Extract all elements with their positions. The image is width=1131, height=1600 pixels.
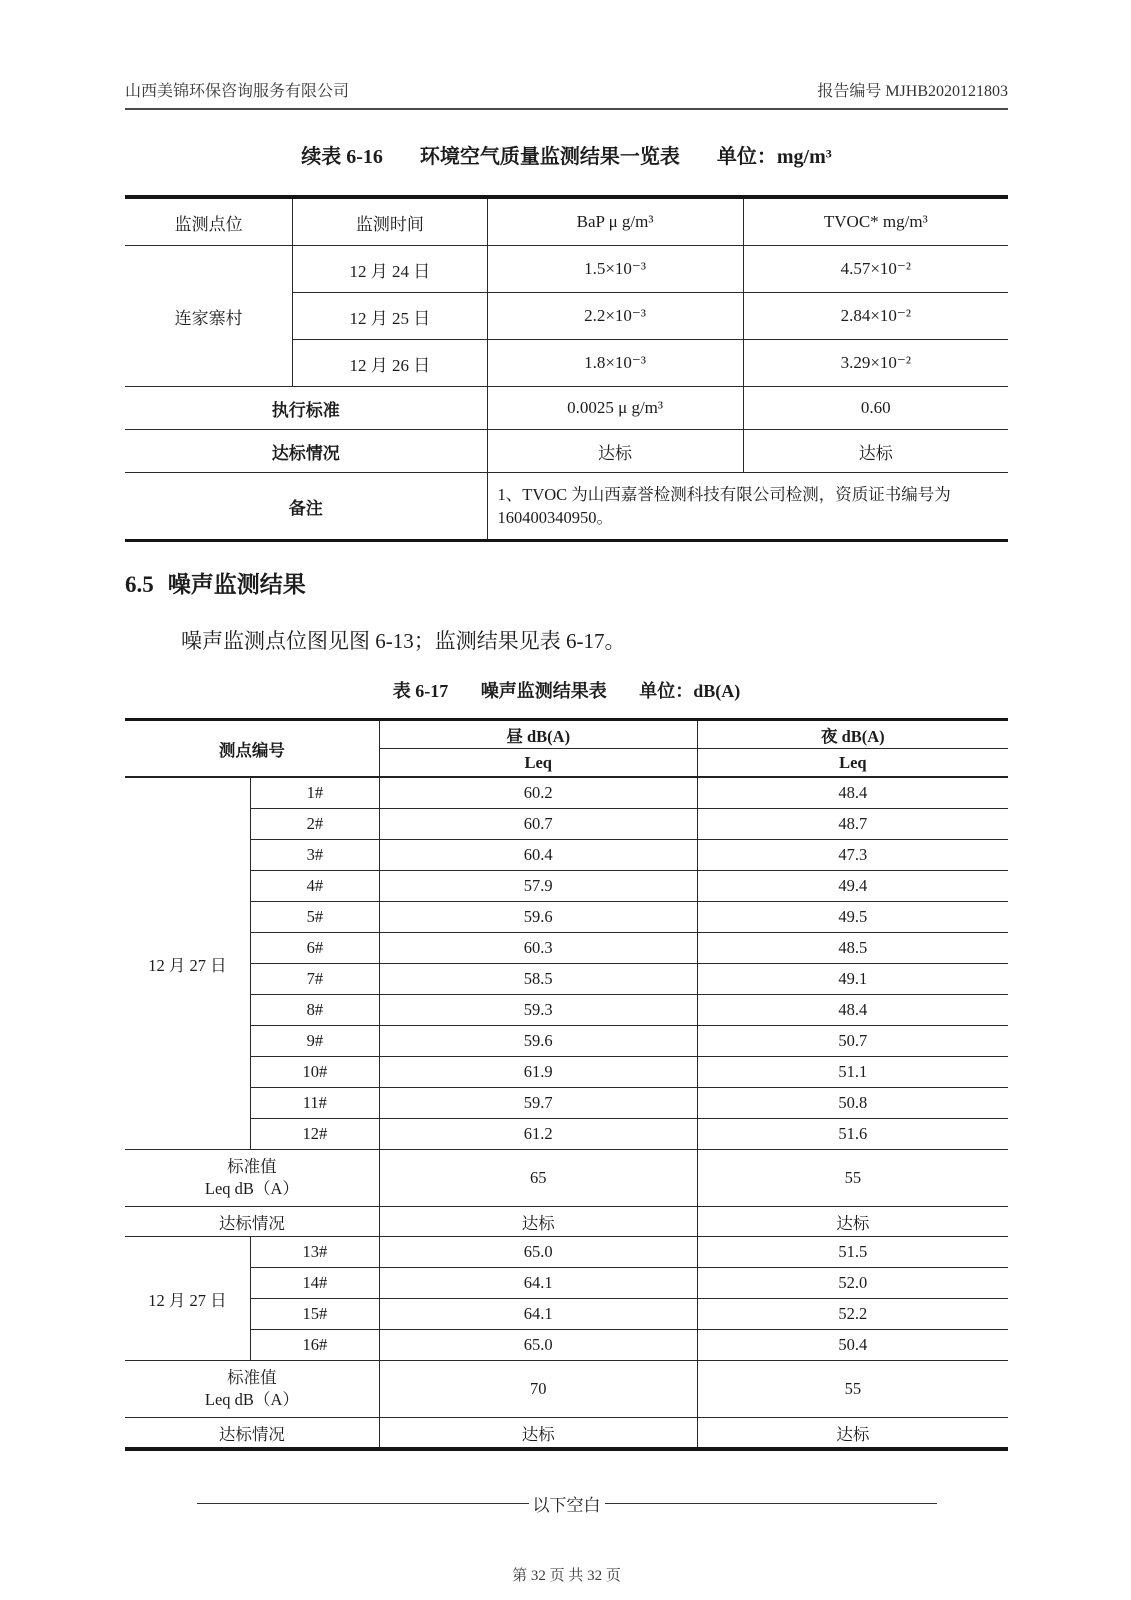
divider-line-left xyxy=(197,1503,529,1504)
standard-tvoc-cell: 0.60 xyxy=(743,387,1008,430)
noise-row xyxy=(125,840,1008,871)
date-cell: 12 月 24 日 xyxy=(293,246,487,293)
air-table-title-text: 环境空气质量监测结果一览表 xyxy=(419,146,680,168)
noise-header-row-1 xyxy=(125,720,1008,749)
compliance-bap-cell: 达标 xyxy=(487,430,743,473)
point-id-cell: 15# xyxy=(250,1299,379,1330)
below-blank-text: 以下空白 xyxy=(532,1496,601,1515)
day-leq-cell: 59.3 xyxy=(379,995,697,1026)
night-leq-cell: 49.1 xyxy=(697,964,1008,995)
day-leq-cell: 57.9 xyxy=(379,871,697,902)
night-leq-cell: 48.4 xyxy=(697,777,1008,809)
standard-label-line2: Leq dB（A） xyxy=(204,1390,299,1409)
company-name: 山西美锦环保咨询服务有限公司 xyxy=(125,83,350,100)
col-header-night: 夜 dB(A) xyxy=(697,720,1008,749)
standard-label: 执行标准 xyxy=(125,387,487,430)
standard-night-cell: 55 xyxy=(697,1150,1008,1207)
night-leq-cell: 48.4 xyxy=(697,995,1008,1026)
day-leq-cell: 61.2 xyxy=(379,1119,697,1150)
standard-day-cell: 65 xyxy=(379,1150,697,1207)
noise-table-title-label: 表 6-17 xyxy=(392,681,449,701)
day-leq-cell: 58.5 xyxy=(379,964,697,995)
body-paragraph: 噪声监测点位图见图 6-13；监测结果见表 6-17。 xyxy=(181,629,626,653)
day-leq-cell: 60.3 xyxy=(379,933,697,964)
bap-value-cell: 1.5×10⁻³ xyxy=(487,246,743,293)
standard-label xyxy=(125,1361,379,1418)
col-header-site: 监测点位 xyxy=(125,197,293,246)
remark-text: 1、TVOC 为山西嘉誉检测科技有限公司检测，资质证书编号为 160400340950。 xyxy=(487,473,1008,541)
day-leq-cell: 59.6 xyxy=(379,1026,697,1057)
noise-table-title-text: 噪声监测结果表 xyxy=(480,681,607,701)
night-leq-cell: 49.5 xyxy=(697,902,1008,933)
noise-row xyxy=(125,1330,1008,1361)
date-cell: 12 月 27 日 xyxy=(125,1237,250,1361)
noise-compliance-row xyxy=(125,1418,1008,1450)
noise-row xyxy=(125,1057,1008,1088)
night-leq-cell: 52.2 xyxy=(697,1299,1008,1330)
night-leq-cell: 52.0 xyxy=(697,1268,1008,1299)
night-leq-cell: 48.7 xyxy=(697,809,1008,840)
standard-bap-cell: 0.0025 μ g/m³ xyxy=(487,387,743,430)
standard-label xyxy=(125,1150,379,1207)
standard-label-line1: 标准值 xyxy=(227,1156,277,1176)
night-leq-cell: 50.7 xyxy=(697,1026,1008,1057)
day-leq-cell: 60.7 xyxy=(379,809,697,840)
day-leq-cell: 61.9 xyxy=(379,1057,697,1088)
day-leq-cell: 64.1 xyxy=(379,1268,697,1299)
noise-row xyxy=(125,902,1008,933)
noise-row xyxy=(125,995,1008,1026)
col-header-point-id: 测点编号 xyxy=(125,720,379,778)
section-number: 6.5 xyxy=(125,572,154,597)
noise-table-title xyxy=(125,677,1008,703)
col-header-tvoc: TVOC* mg/m³ xyxy=(743,197,1008,246)
noise-row xyxy=(125,809,1008,840)
day-leq-cell: 59.6 xyxy=(379,902,697,933)
point-id-cell: 14# xyxy=(250,1268,379,1299)
date-cell: 12 月 27 日 xyxy=(125,777,250,1150)
standard-label-line2: Leq dB（A） xyxy=(204,1179,299,1198)
air-table-title-label: 续表 6-16 xyxy=(301,146,383,168)
standard-day-cell: 70 xyxy=(379,1361,697,1418)
point-id-cell: 1# xyxy=(250,777,379,809)
point-id-cell: 2# xyxy=(250,809,379,840)
compliance-day-cell: 达标 xyxy=(379,1418,697,1450)
tvoc-value-cell: 4.57×10⁻² xyxy=(743,246,1008,293)
point-id-cell: 16# xyxy=(250,1330,379,1361)
report-number: 报告编号 MJHB2020121803 xyxy=(817,83,1008,100)
day-leq-cell: 60.2 xyxy=(379,777,697,809)
col-header-bap: BaP μ g/m³ xyxy=(487,197,743,246)
compliance-label: 达标情况 xyxy=(125,430,487,473)
tvoc-value-cell: 2.84×10⁻² xyxy=(743,293,1008,340)
air-quality-table xyxy=(125,195,1008,542)
noise-table-title-unit: 单位：dB(A) xyxy=(639,681,741,701)
remark-label: 备注 xyxy=(125,473,487,541)
standard-label-line1: 标准值 xyxy=(227,1367,277,1387)
air-data-row xyxy=(125,246,1008,293)
compliance-label: 达标情况 xyxy=(125,1207,379,1237)
night-leq-cell: 50.4 xyxy=(697,1330,1008,1361)
point-id-cell: 3# xyxy=(250,840,379,871)
point-id-cell: 5# xyxy=(250,902,379,933)
section-heading xyxy=(125,566,1008,599)
col-header-day: 昼 dB(A) xyxy=(379,720,697,749)
bap-value-cell: 2.2×10⁻³ xyxy=(487,293,743,340)
noise-row xyxy=(125,871,1008,902)
point-id-cell: 4# xyxy=(250,871,379,902)
col-header-time: 监测时间 xyxy=(293,197,487,246)
air-table-title-unit: 单位：mg/m³ xyxy=(716,146,832,168)
point-id-cell: 9# xyxy=(250,1026,379,1057)
point-id-cell: 8# xyxy=(250,995,379,1026)
noise-row xyxy=(125,1119,1008,1150)
night-leq-cell: 49.4 xyxy=(697,871,1008,902)
point-id-cell: 7# xyxy=(250,964,379,995)
page-header xyxy=(125,78,1008,110)
night-leq-cell: 47.3 xyxy=(697,840,1008,871)
noise-table xyxy=(125,718,1008,1451)
point-id-cell: 11# xyxy=(250,1088,379,1119)
air-compliance-row xyxy=(125,430,1008,473)
air-table-header-row xyxy=(125,197,1008,246)
compliance-label: 达标情况 xyxy=(125,1418,379,1450)
col-header-night-leq: Leq xyxy=(697,749,1008,778)
compliance-night-cell: 达标 xyxy=(697,1418,1008,1450)
noise-compliance-row xyxy=(125,1207,1008,1237)
point-id-cell: 12# xyxy=(250,1119,379,1150)
air-remark-row xyxy=(125,473,1008,541)
bap-value-cell: 1.8×10⁻³ xyxy=(487,340,743,387)
night-leq-cell: 51.5 xyxy=(697,1237,1008,1268)
day-leq-cell: 65.0 xyxy=(379,1330,697,1361)
divider-line-right xyxy=(605,1503,937,1504)
col-header-day-leq: Leq xyxy=(379,749,697,778)
date-cell: 12 月 25 日 xyxy=(293,293,487,340)
day-leq-cell: 59.7 xyxy=(379,1088,697,1119)
air-table-title xyxy=(125,140,1008,169)
tvoc-value-cell: 3.29×10⁻² xyxy=(743,340,1008,387)
night-leq-cell: 51.6 xyxy=(697,1119,1008,1150)
noise-row xyxy=(125,1299,1008,1330)
night-leq-cell: 51.1 xyxy=(697,1057,1008,1088)
night-leq-cell: 50.8 xyxy=(697,1088,1008,1119)
page-number: 第 32 页 共 32 页 xyxy=(512,1568,621,1584)
noise-standard-row xyxy=(125,1150,1008,1207)
noise-row xyxy=(125,1268,1008,1299)
point-id-cell: 10# xyxy=(250,1057,379,1088)
noise-row xyxy=(125,964,1008,995)
site-cell: 连家寨村 xyxy=(125,246,293,387)
noise-row xyxy=(125,1088,1008,1119)
noise-row xyxy=(125,1237,1008,1268)
compliance-tvoc-cell: 达标 xyxy=(743,430,1008,473)
day-leq-cell: 64.1 xyxy=(379,1299,697,1330)
noise-row xyxy=(125,1026,1008,1057)
point-id-cell: 13# xyxy=(250,1237,379,1268)
day-leq-cell: 60.4 xyxy=(379,840,697,871)
point-id-cell: 6# xyxy=(250,933,379,964)
air-standard-row xyxy=(125,387,1008,430)
night-leq-cell: 48.5 xyxy=(697,933,1008,964)
compliance-night-cell: 达标 xyxy=(697,1207,1008,1237)
noise-row xyxy=(125,933,1008,964)
standard-night-cell: 55 xyxy=(697,1361,1008,1418)
below-blank-divider xyxy=(197,1491,937,1516)
compliance-day-cell: 达标 xyxy=(379,1207,697,1237)
day-leq-cell: 65.0 xyxy=(379,1237,697,1268)
date-cell: 12 月 26 日 xyxy=(293,340,487,387)
section-title: 噪声监测结果 xyxy=(167,572,306,597)
noise-row xyxy=(125,777,1008,809)
noise-standard-row xyxy=(125,1361,1008,1418)
